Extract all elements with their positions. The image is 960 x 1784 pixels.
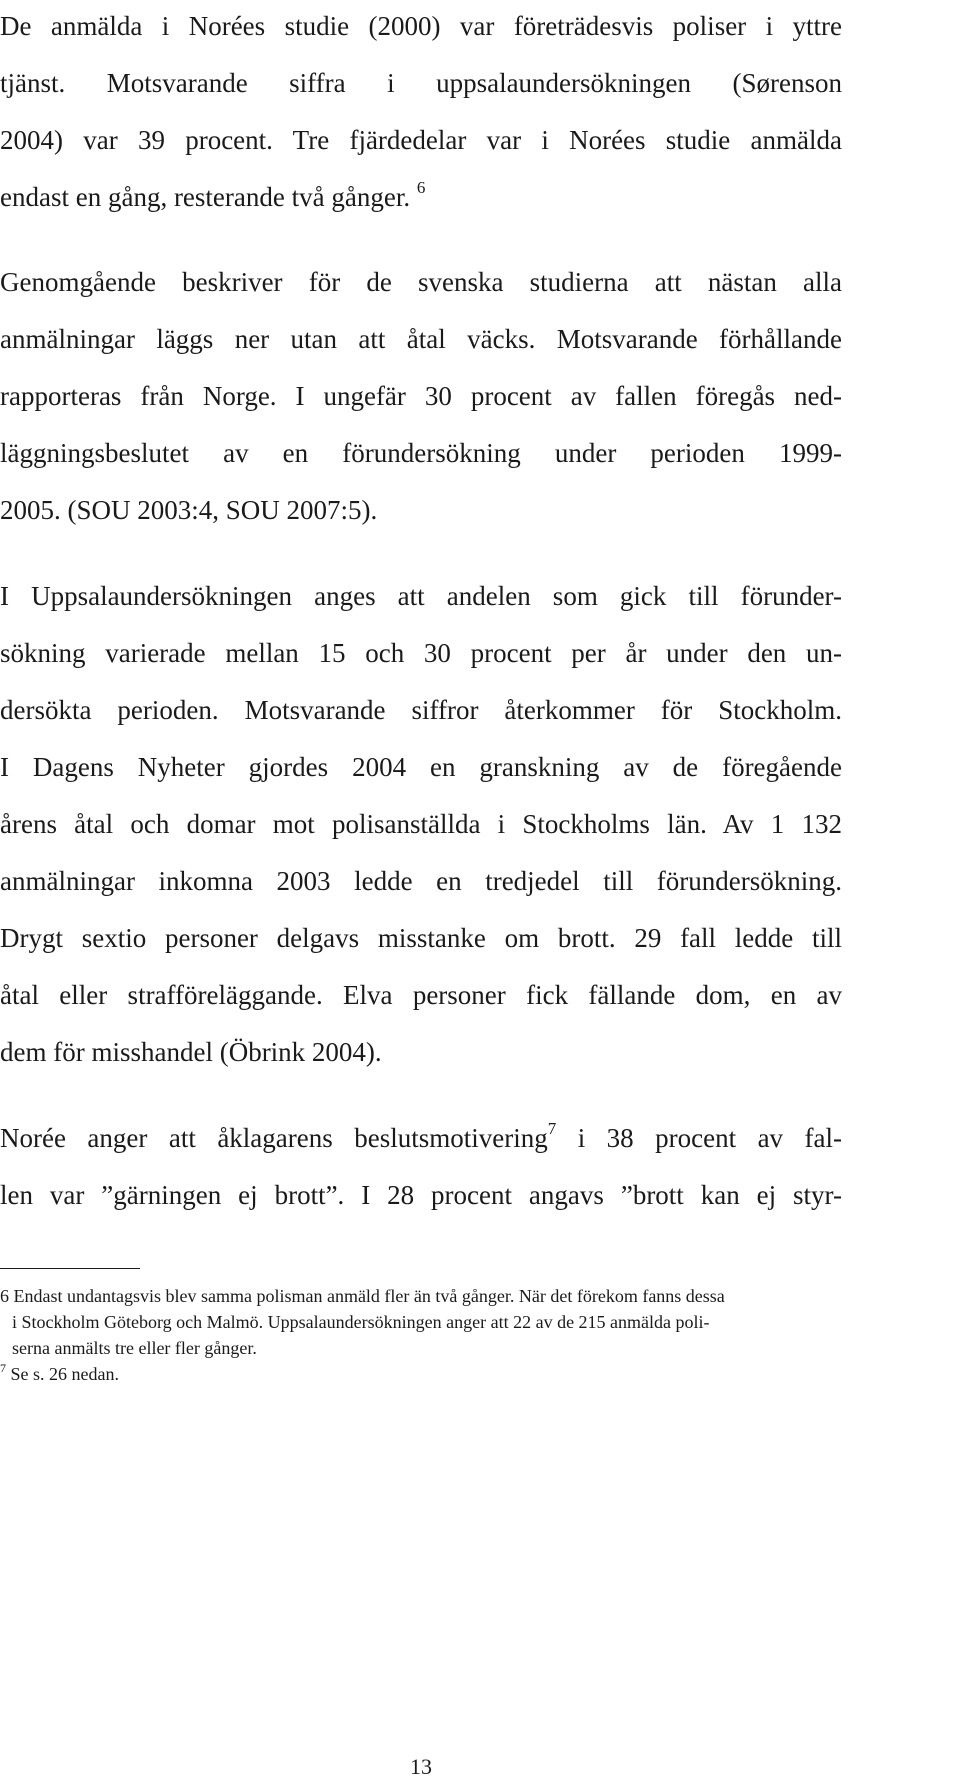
footnote-6: [0, 1283, 842, 1309]
body-text-line: anmälningar läggs ner utan att åtal väcks. Motsvarande förhållande: [0, 324, 842, 354]
body-text-line: läggningsbeslutet av en förundersökning under perioden 1999-: [0, 438, 842, 468]
body-text-line: dem för misshandel (Öbrink 2004).: [0, 1037, 382, 1067]
body-text-segment: i 38 procent av fal-: [556, 1123, 842, 1153]
footnote-text: serna anmälts tre eller fler gånger.: [12, 1338, 257, 1358]
body-text-line: åtal eller strafföreläggande. Elva personer fick fällande dom, en av: [0, 980, 842, 1010]
footnote-7: [0, 1361, 842, 1387]
body-text-segment: endast en gång, resterande två gånger.: [0, 182, 411, 212]
body-text-line: rapporteras från Norge. I ungefär 30 procent av fallen föregås ned-: [0, 381, 842, 411]
footnote-number: 7: [0, 1361, 6, 1375]
body-text-segment: Norée anger att åklagarens beslutsmotivering: [0, 1123, 548, 1153]
body-text-line: 2005. (SOU 2003:4, SOU 2007:5).: [0, 495, 378, 525]
page-number: 13: [410, 1754, 432, 1779]
body-text-line: dersökta perioden. Motsvarande siffror återkommer för Stockholm.: [0, 695, 842, 725]
body-text-line: De anmälda i Norées studie (2000) var företrädesvis poliser i yttre: [0, 11, 842, 41]
body-text-line: Genomgående beskriver för de svenska studierna att nästan alla: [0, 267, 842, 297]
body-text-line: årens åtal och domar mot polisanställda i Stockholms län. Av 1 132: [0, 809, 842, 839]
body-text-line: tjänst. Motsvarande siffra i uppsalaundersökningen (Sørenson: [0, 68, 842, 98]
body-text-line: len var ”gärningen ej brott”. I 28 procent angavs ”brott kan ej styr-: [0, 1180, 842, 1210]
footnote-ref-6[interactable]: 6: [416, 178, 426, 197]
footnote-ref-7[interactable]: 7: [547, 1119, 557, 1138]
body-text-line: Drygt sextio personer delgavs misstanke om brott. 29 fall ledde till: [0, 923, 842, 953]
body-text-line: [0, 1118, 842, 1158]
footnote-text: i Stockholm Göteborg och Malmö. Uppsalaundersökningen anger att 22 av de 215 anmälda poli-: [12, 1312, 710, 1332]
footnote-number: 6: [0, 1286, 9, 1306]
body-text-line: 2004) var 39 procent. Tre fjärdedelar var i Norées studie anmälda: [0, 125, 842, 155]
body-text-line: anmälningar inkomna 2003 ledde en tredjedel till förundersökning.: [0, 866, 842, 896]
footnote-divider: [0, 1268, 140, 1269]
footnote-text: Se s. 26 nedan.: [6, 1364, 119, 1384]
body-text-line: I Uppsalaundersökningen anges att andelen som gick till förunder-: [0, 581, 842, 611]
body-text-line: I Dagens Nyheter gjordes 2004 en granskning av de föregående: [0, 752, 842, 782]
body-text-line: sökning varierade mellan 15 och 30 procent per år under den un-: [0, 638, 842, 668]
body-text-line: [0, 177, 842, 217]
footnote-text: Endast undantagsvis blev samma polisman anmäld fler än två gånger. När det förekom fanns dessa: [9, 1286, 725, 1306]
